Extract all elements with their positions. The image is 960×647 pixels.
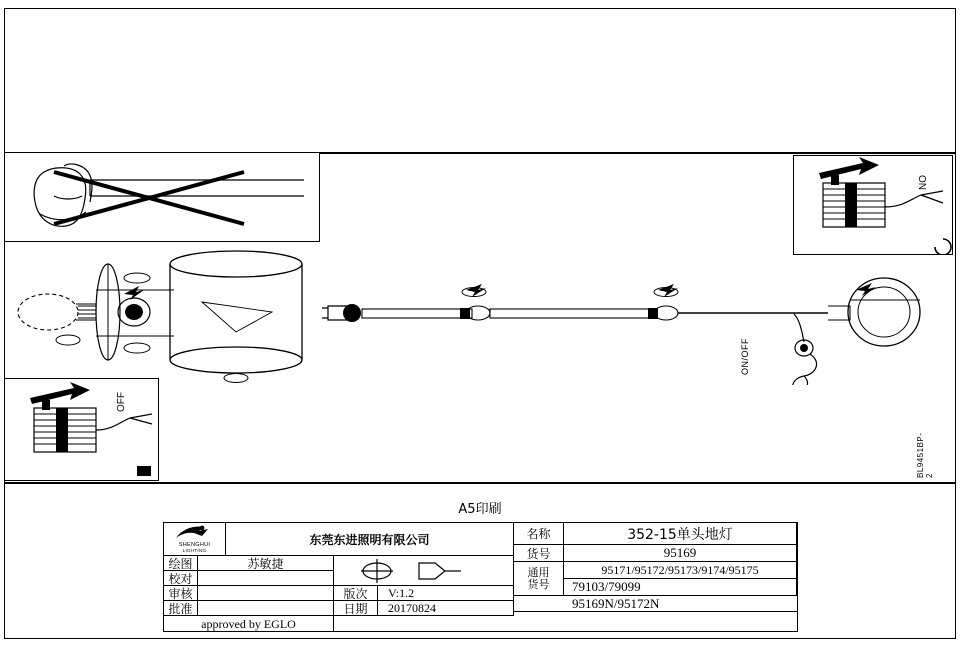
label-switch-on-off: ON/OFF [740, 338, 750, 375]
row-value-review [198, 586, 334, 601]
item-no-value: 95169 [564, 545, 797, 562]
sheet-side-code: BL9451BP-2 [916, 432, 934, 478]
company-name: 东莞东进照明有限公司 [226, 523, 514, 556]
common-no-value-alt: 95169N/95172N [514, 596, 797, 612]
symbol-cell [334, 556, 514, 586]
common-no-label-line1: 通用 [527, 565, 550, 579]
forbidden-illustration [4, 152, 320, 242]
row-label-approve: 批准 [164, 601, 198, 616]
date-value: 20170824 [378, 601, 514, 616]
item-no-value-alt: 95171/95172/95173/9174/95175 [564, 562, 797, 579]
label-wire-off: OFF [116, 392, 127, 412]
row-value-draw: 苏敏捷 [198, 556, 334, 571]
label-wire-no: NO [918, 175, 929, 190]
title-block [163, 522, 798, 632]
approved-by: approved by EGLO [164, 616, 334, 632]
logo-name: SHENGHUI [178, 542, 211, 548]
row-value-approve [198, 601, 334, 616]
wiring-detail-top [793, 155, 953, 255]
common-no-value: 79103/79099 [564, 579, 797, 596]
company-logo [164, 523, 226, 556]
row-label-review: 审核 [164, 586, 198, 601]
row-label-check: 校对 [164, 571, 198, 586]
date-label: 日期 [334, 601, 378, 616]
wiring-detail-bottom [4, 378, 159, 481]
item-no-label: 货号 [514, 545, 564, 562]
version-label: 版次 [334, 586, 378, 601]
product-name: 352-15单头地灯 [564, 523, 797, 545]
print-note: A5印刷 [458, 502, 502, 517]
common-no-label [514, 562, 564, 596]
row-label-draw: 绘图 [164, 556, 198, 571]
common-no-label-line2: 货号 [527, 577, 550, 591]
version-value: V:1.2 [378, 586, 514, 601]
assembly-illustration [4, 250, 956, 385]
logo-mark [172, 525, 218, 542]
logo-sub: LIGHTING [182, 548, 207, 553]
row-value-check [198, 571, 334, 586]
name-label: 名称 [514, 523, 564, 545]
divider-bottom [4, 482, 956, 484]
class-symbols [349, 559, 499, 583]
